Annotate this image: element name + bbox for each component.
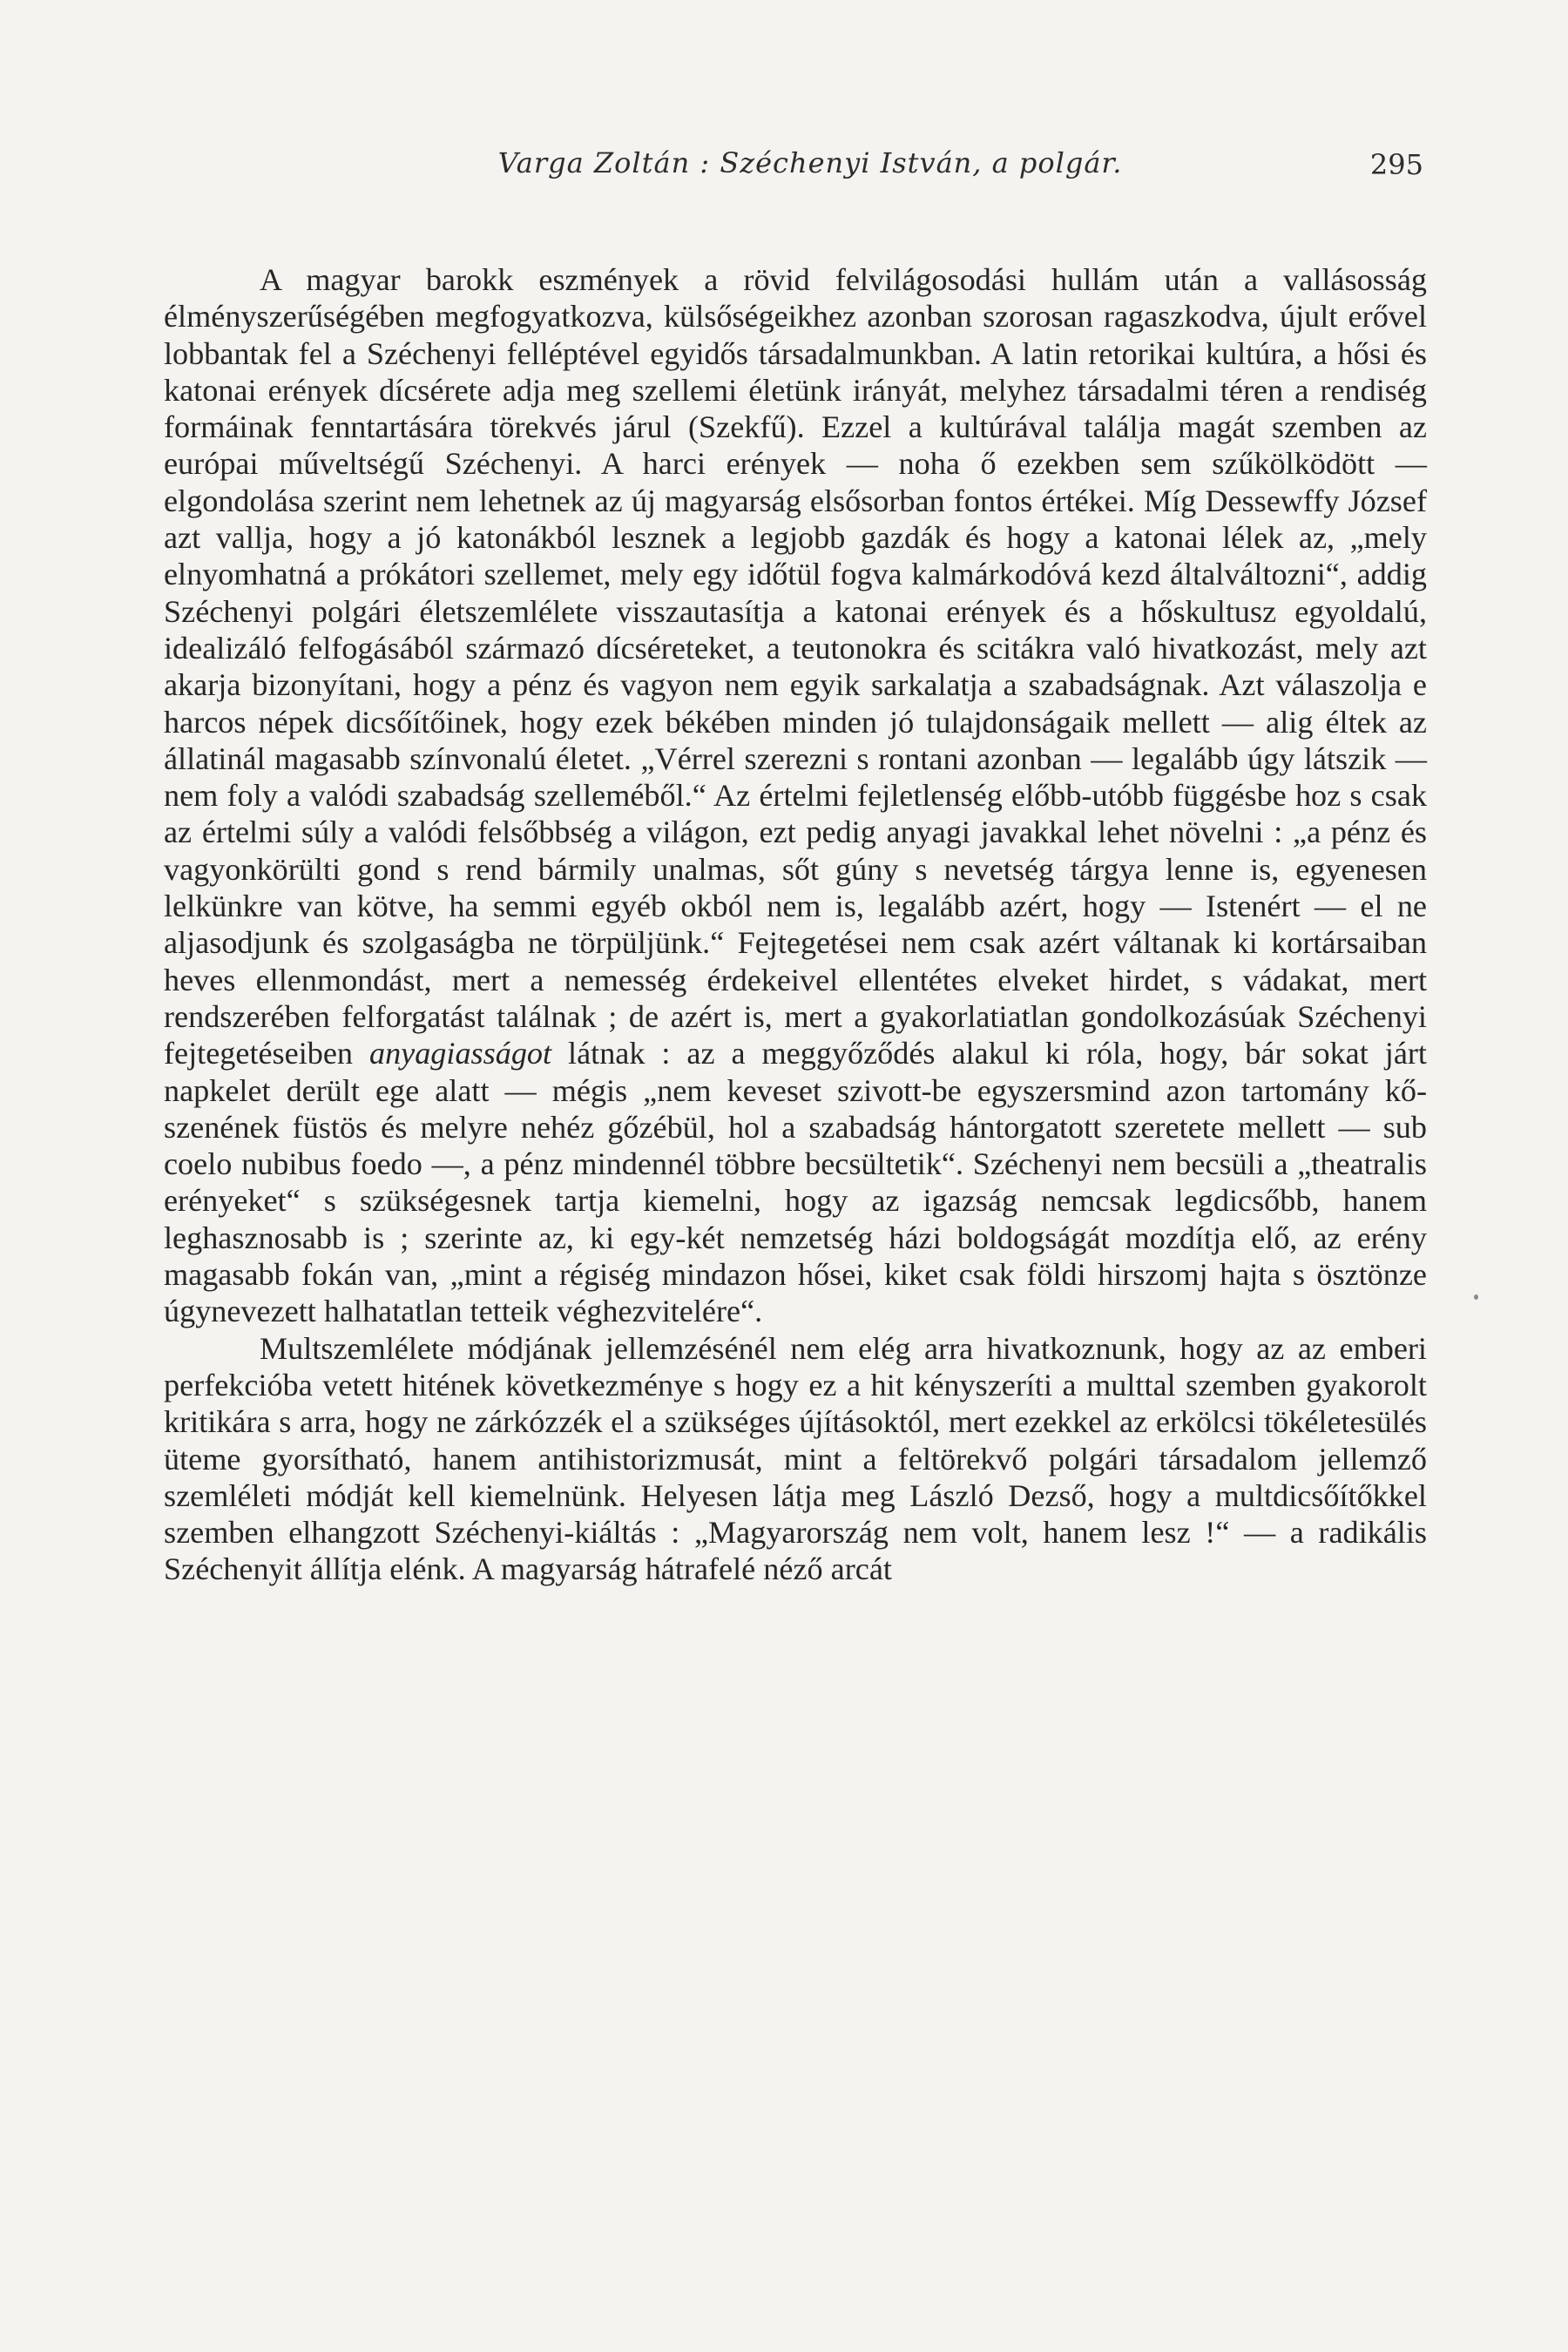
margin-dot	[1474, 1294, 1478, 1300]
paragraph-1-text: A magyar barokk eszmények a rövid felvilágosodási hullám után a vallásosság élményszerűségében megfogyatkozva, külsőségeikhez azonban szorosan ragaszkodva, újult erővel lobbantak fel a Széchenyi felléptével egyidős társadalmunkban. A latin retorikai kultúra, a hősi és katonai erények dícsérete adja meg szellemi életünk irányát, melyhez társadalmi téren a rendiség formáinak fenntartására törekvés járul (Szekfű). Ezzel a kultúrával találja magát szemben az európai műveltségű Széchenyi. A harci erények — noha ő ezekben sem szűkölködött — elgondolása szerint nem lehetnek az új magyarság elsősorban fontos értékei. Míg Dessewffy József azt vallja, hogy a jó katonákból lesznek a legjobb gazdák és hogy a katonai lélek az, „mely elnyomhatná a prókátori szellemet, mely egy időtül fogva kalmárkodóvá kezd általváltozni“, addig Széchenyi polgári életszemlélete visszautasítja a katonai erények és a hőskultusz egyoldalú, idealizáló felfogásából származó dícséreteket, a teutonokra és scitákra való hivatkozást, mely azt akarja bizonyítani, hogy a pénz és vagyon nem egyik sarkalatja a szabadságnak. Azt válaszolja e harcos népek dicsőítőinek, hogy ezek békében minden jó tulajdonságaik mellett — alig éltek az állatinál magasabb színvonalú életet. „Vérrel szerezni s rontani azonban — legalább úgy látszik — nem foly a valódi szabadság szelleméből.“ Az értelmi fejletlenség előbb-utóbb függésbe hoz s csak az értelmi súly a valódi felsőbbség a világon, ezt pedig anyagi javakkal lehet növelni : „a pénz és vagyonkörülti gond s rend bármily unalmas, sőt gúny s nevetség tárgya lenne is, egyenesen lelkünkre van kötve, ha semmi egyéb okból nem is, legalább azért, hogy — Istenért — el ne aljasodjunk és szolgaságba ne törpüljünk.“ Fejtegetései nem csak azért váltanak ki kortársaiban heves ellenmondást, mert a nemesség érdekeivel ellentétes elveket hirdet, s vádakat, mert rendszerében felforgatást találnak ; de azért is, mert a gyakorlatiatlan gondolkozásúak Széchenyi fejtegetéseiben	[164, 262, 1427, 1071]
paragraph-1-continuation: látnak : az a meggyőződés alakul ki róla, hogy, bár sokat járt napkelet derült ege alatt — mégis „nem keveset szivott-be egyszersmind azon tartomány kő-szenének füstös és melyre nehéz gőzébül, hol a szabadság hántorgatott szeretete mellett — sub coelo nubibus foedo —, a pénz mindennél többre becsültetik“. Széchenyi nem becsüli a „theatralis erényeket“ s szükségesnek tartja kiemelni, hogy az igazság nemcsak legdicsőbb, hanem leghasznosabb is ; szerinte az, ki egy-két nemzetség házi boldogságát mozdítja elő, az erény magasabb fokán van, „mint a régiség mindazon hősei, kiket csak földi hirszomj hajta s ösztönze úgynevezett halhatatlan tetteik véghezvitelére“.	[164, 1036, 1427, 1329]
running-header	[157, 146, 1429, 190]
page-number: 295	[1369, 148, 1423, 181]
paragraph-1	[164, 261, 1427, 1330]
body-text	[164, 261, 1427, 1588]
running-title: Varga Zoltán : Széchenyi István, a polgár.	[497, 146, 1123, 179]
emphasized-word: anyagiasságot	[368, 1036, 552, 1071]
paragraph-2: Multszemlélete módjának jellemzésénél nem elég arra hivatkoznunk, hogy az az emberi perfekcióba vetett hitének következménye s hogy ez a hit kényszeríti a multtal szemben gyakorolt kritikára s arra, hogy ne zárkózzék el a szükséges újításoktól, mert ezekkel az erkölcsi tökéletesülés üteme gyorsítható, hanem antihistorizmusát, mint a feltörekvő polgári társadalom jellemző szemléleti módját kell kiemelnünk. Helyesen látja meg László Dezső, hogy a multdicsőítőkkel szemben elhangzott Széchenyi-kiáltás : „Magyarország nem volt, hanem lesz !“ — a radikális Széchenyit állítja elénk. A magyarság hátrafelé néző arcát	[164, 1330, 1427, 1587]
